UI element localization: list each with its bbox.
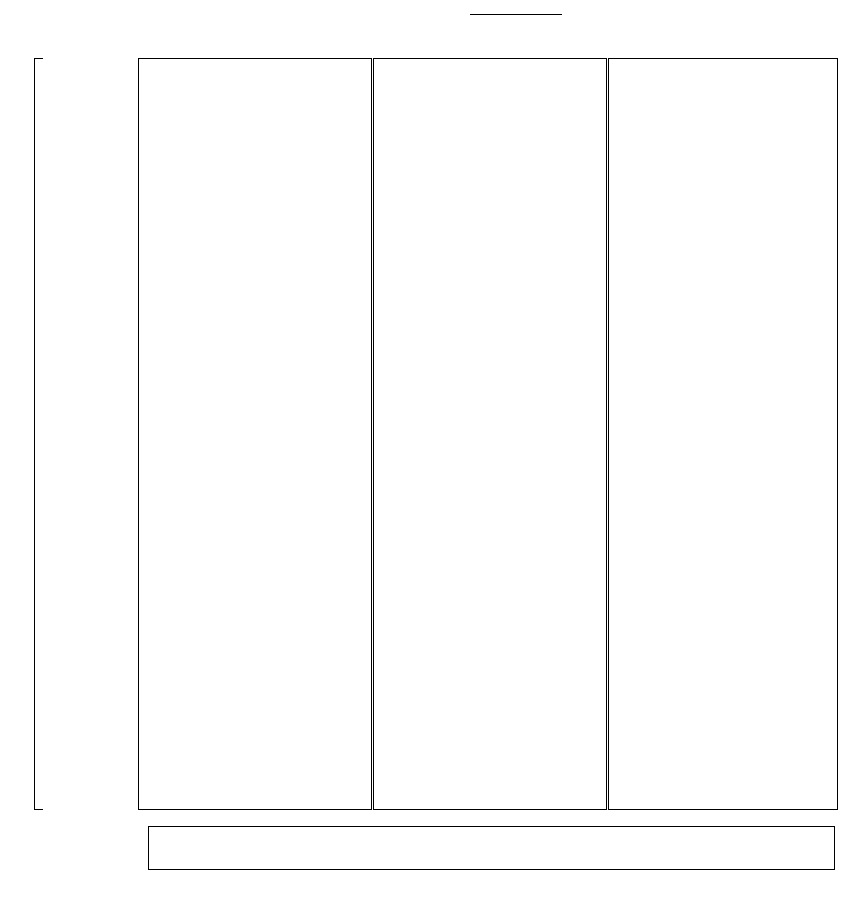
sage-plot xyxy=(608,58,838,810)
rnaseq-plot xyxy=(373,58,607,810)
sage-title xyxy=(608,2,616,14)
rnaseq-x-axis xyxy=(373,28,605,54)
microarray-x-axis xyxy=(138,28,370,54)
microarray-plot xyxy=(138,58,372,810)
rnaseq-source-divider xyxy=(470,14,562,15)
major-tissues-bracket xyxy=(34,58,43,810)
legend xyxy=(148,826,835,870)
sage-x-axis xyxy=(608,28,836,54)
